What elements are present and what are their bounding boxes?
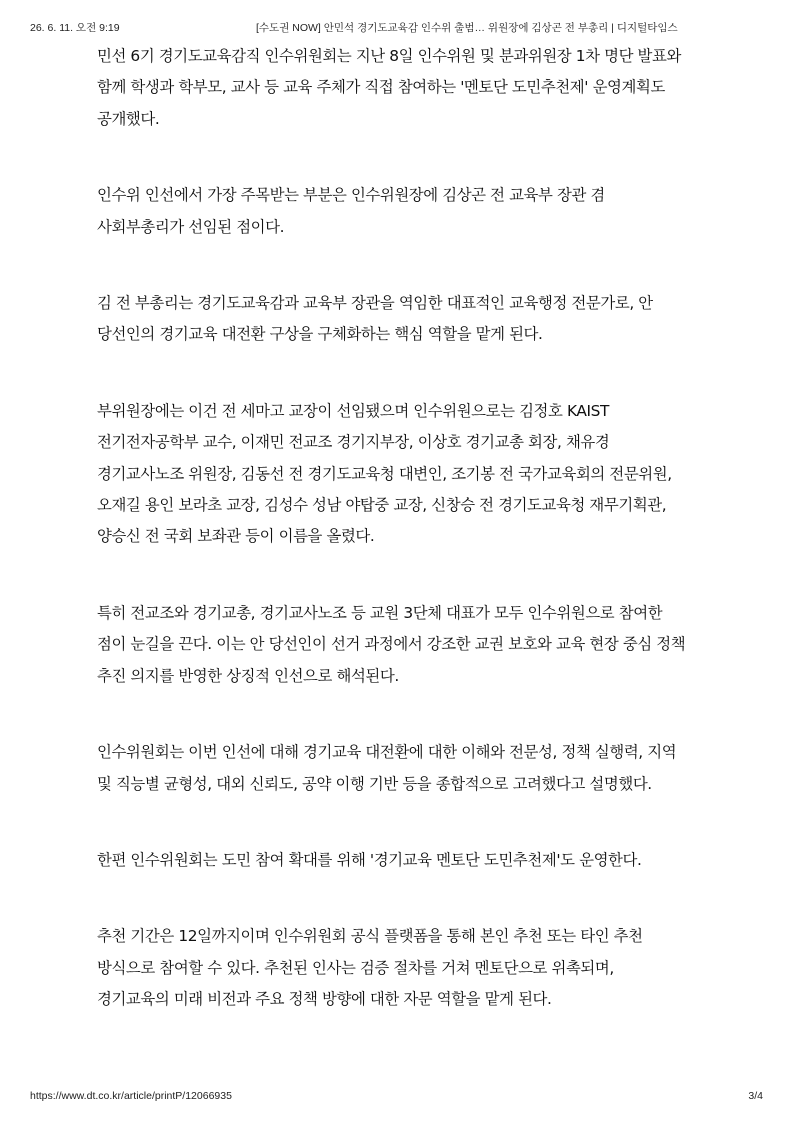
article-paragraph: 인수위원회는 이번 인선에 대해 경기교육 대전환에 대한 이해와 전문성, 정책 실행력, 지역 및 직능별 균형성, 대외 신뢰도, 공약 이행 기반 등을 종합적으로 고려했다고 설명했다.: [97, 743, 677, 793]
article-paragraph: 김 전 부총리는 경기도교육감과 교육부 장관을 역임한 대표적인 교육행정 전문가로, 안 당선인의 경기교육 대전환 구상을 구체화하는 핵심 역할을 맡게 된다.: [97, 294, 653, 344]
page-number: 3/4: [748, 1090, 763, 1102]
article-paragraph: 특히 전교조와 경기교총, 경기교사노조 등 교원 3단체 대표가 모두 인수위원으로 참여한 점이 눈길을 끈다. 이는 안 당선인이 선거 과정에서 강조한 교권 보호와 교육 현장 중심 정책 추진 의지를 반영한 상징적 인선으로 해석된다.: [97, 603, 686, 685]
article-paragraph: 추천 기간은 12일까지이며 인수위원회 공식 플랫폼을 통해 본인 추천 또는 타인 추천 방식으로 참여할 수 있다. 추천된 인사는 검증 절차를 거쳐 멘토단으로 위촉되며, 경기교육의 미래 비전과 주요 정책 방향에 대한 자문 역할을 맡게 된다.: [97, 927, 643, 1009]
article-paragraph: 인수위 인선에서 가장 주목받는 부분은 인수위원장에 김상곤 전 교육부 장관 겸 사회부총리가 선임된 점이다.: [97, 186, 605, 236]
article-body: [97, 41, 687, 1061]
article-paragraph: 민선 6기 경기도교육감직 인수위원회는 지난 8일 인수위원 및 분과위원장 1차 명단 발표와 함께 학생과 학부모, 교사 등 교육 주체가 직접 참여하는 '멘토단 도민추천제' 운영계획도 공개했다.: [97, 47, 681, 128]
article-paragraph: 부위원장에는 이건 전 세마고 교장이 선임됐으며 인수위원으로는 김정호 KAIST 전기전자공학부 교수, 이재민 전교조 경기지부장, 이상호 경기교총 회장, 채유경 경기교사노조 위원장, 김동선 전 경기도교육청 대변인, 조기봉 전 국가교육회의 전문위원, 오재길 용인 보라초 교장, 김성수 성남 야탑중 교장, 신창승 전 경기도교육청 재무기획관, 양승신 전 국회 보좌관 등이 이름을 올렸다.: [97, 401, 672, 546]
print-header: [30, 20, 763, 36]
article-paragraph: 한편 인수위원회는 도민 참여 확대를 위해 '경기교육 멘토단 도민추천제'도 운영한다.: [97, 850, 642, 869]
print-date: 26. 6. 11. 오전 9:19: [30, 22, 120, 34]
print-url: https://www.dt.co.kr/article/printP/12066935: [30, 1090, 232, 1102]
print-page-title: [수도권 NOW] 안민석 경기도교육감 인수위 출범… 위원장에 김상곤 전 부총리 | 디지털타임스: [256, 22, 678, 34]
print-footer: [30, 1090, 763, 1106]
